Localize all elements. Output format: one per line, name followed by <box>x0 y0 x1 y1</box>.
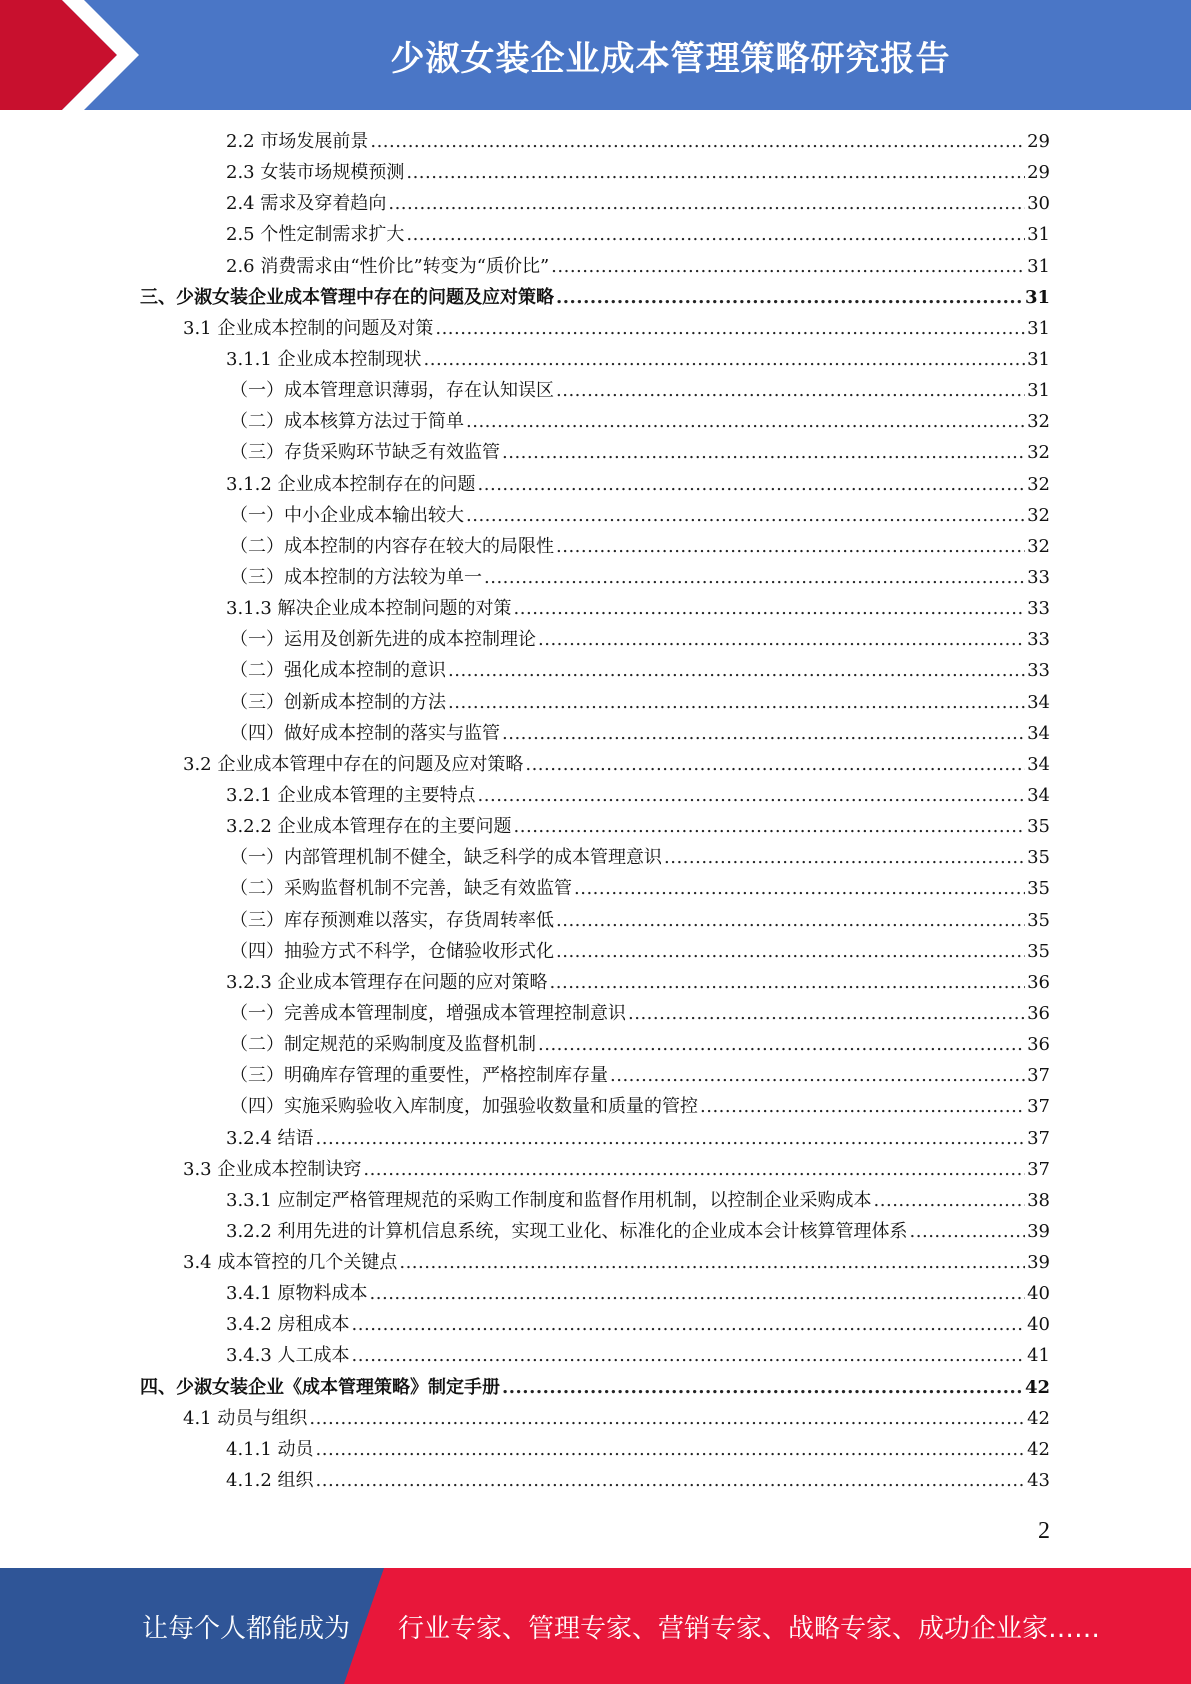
toc-dot-leader <box>478 469 1026 500</box>
toc-dot-leader <box>370 126 1025 157</box>
toc-entry-page: 33 <box>1027 660 1050 682</box>
toc-entry[interactable] <box>140 500 1050 531</box>
toc-dot-leader <box>556 936 1025 967</box>
toc-entry[interactable] <box>140 998 1050 1029</box>
toc-dot-leader <box>309 1403 1025 1434</box>
toc-entry-page: 31 <box>1027 348 1050 370</box>
toc-dot-leader <box>424 344 1026 375</box>
toc-dot-leader <box>538 624 1025 655</box>
toc-dot-leader <box>700 1091 1025 1122</box>
toc-entry-title: 3.4.3 人工成本 <box>226 1345 350 1367</box>
toc-entry[interactable] <box>140 406 1050 437</box>
toc-entry[interactable] <box>140 780 1050 811</box>
toc-entry-page: 42 <box>1027 1438 1050 1460</box>
toc-entry-title: 3.2.1 企业成本管理的主要特点 <box>226 784 476 806</box>
toc-dot-leader <box>556 905 1025 936</box>
toc-dot-leader <box>610 1060 1025 1091</box>
toc-entry-page: 29 <box>1027 131 1050 152</box>
page-footer <box>0 1568 1191 1684</box>
toc-entry-title: （三）存货采购环节缺乏有效监管 <box>230 442 500 464</box>
toc-entry-page: 31 <box>1027 224 1050 246</box>
toc-entry-page: 42 <box>1024 1376 1050 1398</box>
toc-dot-leader <box>550 967 1026 998</box>
toc-entry-page: 30 <box>1027 193 1050 215</box>
toc-entry-page: 41 <box>1027 1345 1050 1367</box>
toc-entry[interactable] <box>140 811 1050 842</box>
toc-dot-leader <box>502 1372 1023 1403</box>
toc-entry-page: 32 <box>1027 504 1050 526</box>
page-number: 2 <box>1038 1518 1050 1544</box>
table-of-contents <box>140 126 1050 1496</box>
toc-entry[interactable] <box>140 1434 1050 1465</box>
toc-dot-leader <box>556 375 1025 406</box>
toc-entry[interactable] <box>140 188 1050 219</box>
toc-entry-title: （一）内部管理机制不健全，缺乏科学的成本管理意识 <box>230 847 662 869</box>
toc-entry-title: （二）制定规范的采购制度及监督机制 <box>230 1034 536 1056</box>
toc-entry[interactable] <box>140 967 1050 998</box>
toc-entry-title: （三）成本控制的方法较为单一 <box>230 566 482 588</box>
toc-dot-leader <box>910 1216 1026 1247</box>
toc-entry-title: 3.1 企业成本控制的问题及对策 <box>183 317 434 339</box>
toc-entry-page: 31 <box>1024 286 1050 308</box>
toc-dot-leader <box>448 655 1025 686</box>
toc-entry-page: 31 <box>1027 317 1050 339</box>
toc-entry-title: 3.3.1 应制定严格管理规范的采购工作制度和监督作用机制，以控制企业采购成本 <box>226 1189 872 1211</box>
toc-entry[interactable] <box>140 1247 1050 1278</box>
toc-entry-page: 31 <box>1027 255 1050 277</box>
toc-dot-leader <box>399 1247 1025 1278</box>
toc-entry[interactable] <box>140 1216 1050 1247</box>
toc-entry-page: 35 <box>1027 909 1050 931</box>
toc-entry[interactable] <box>140 1278 1050 1309</box>
toc-entry-title: （三）创新成本控制的方法 <box>230 691 446 713</box>
toc-entry-title: 2.4 需求及穿着趋向 <box>226 193 387 215</box>
toc-entry-page: 33 <box>1027 629 1050 651</box>
toc-entry-title: （一）成本管理意识薄弱，存在认知误区 <box>230 380 554 402</box>
toc-entry-page: 29 <box>1027 162 1050 184</box>
toc-entry-page: 35 <box>1027 940 1050 962</box>
toc-entry-title: 3.4.2 房租成本 <box>226 1314 350 1336</box>
toc-entry-page: 43 <box>1027 1470 1050 1492</box>
toc-entry[interactable] <box>140 842 1050 873</box>
toc-entry-page: 36 <box>1027 971 1050 993</box>
toc-entry-title: （二）强化成本控制的意识 <box>230 660 446 682</box>
toc-entry-title: 4.1.2 组织 <box>226 1470 314 1492</box>
toc-entry-title: 3.2 企业成本管理中存在的问题及应对策略 <box>183 753 524 775</box>
toc-entry-page: 37 <box>1027 1096 1050 1118</box>
toc-entry[interactable] <box>140 624 1050 655</box>
toc-dot-leader <box>874 1185 1026 1216</box>
toc-entry-page: 37 <box>1027 1127 1050 1149</box>
toc-entry[interactable] <box>140 375 1050 406</box>
toc-entry-title: 2.5 个性定制需求扩大 <box>226 224 405 246</box>
header-arrow-decoration <box>0 0 150 110</box>
toc-entry-title: 3.2.4 结语 <box>226 1127 314 1149</box>
toc-dot-leader <box>448 687 1025 718</box>
toc-entry-title: 3.2.2 利用先进的计算机信息系统，实现工业化、标准化的企业成本会计核算管理体系 <box>226 1220 908 1242</box>
toc-entry-page: 37 <box>1027 1158 1050 1180</box>
toc-entry-page: 33 <box>1027 566 1050 588</box>
toc-entry-page: 37 <box>1027 1065 1050 1087</box>
toc-entry-title: （二）成本控制的内容存在较大的局限性 <box>230 535 554 557</box>
toc-entry-page: 39 <box>1027 1252 1050 1274</box>
toc-dot-leader <box>466 500 1025 531</box>
toc-dot-leader <box>363 1154 1025 1185</box>
toc-entry[interactable] <box>140 251 1050 282</box>
toc-entry-title: 3.3 企业成本控制诀窍 <box>183 1158 362 1180</box>
toc-entry-title: （四）实施采购验收入库制度，加强验收数量和质量的管控 <box>230 1096 698 1118</box>
toc-entry-page: 40 <box>1027 1283 1050 1305</box>
toc-entry-page: 35 <box>1027 847 1050 869</box>
toc-dot-leader <box>352 1340 1026 1371</box>
toc-entry[interactable] <box>140 1465 1050 1496</box>
toc-entry-title: （一）完善成本管理制度，增强成本管理控制意识 <box>230 1002 626 1024</box>
toc-dot-leader <box>484 562 1025 593</box>
toc-entry-title: 三、少淑女装企业成本管理中存在的问题及应对策略 <box>140 286 554 308</box>
toc-entry-page: 34 <box>1027 784 1050 806</box>
report-title: 少淑女装企业成本管理策略研究报告 <box>390 38 951 79</box>
toc-entry[interactable] <box>140 282 1050 313</box>
toc-entry-title: 3.2.3 企业成本管理存在问题的应对策略 <box>226 971 548 993</box>
toc-entry-page: 35 <box>1027 816 1050 838</box>
toc-entry-page: 35 <box>1027 878 1050 900</box>
toc-entry-page: 40 <box>1027 1314 1050 1336</box>
toc-entry-page: 32 <box>1027 442 1050 464</box>
toc-dot-leader <box>370 1278 1026 1309</box>
toc-entry-title: 3.1.2 企业成本控制存在的问题 <box>226 473 476 495</box>
toc-entry-title: 2.2 市场发展前景 <box>226 131 369 152</box>
footer-slogan-right: 行业专家、管理专家、营销专家、战略专家、成功企业家…… <box>398 1613 1101 1644</box>
toc-entry[interactable] <box>140 873 1050 904</box>
toc-entry[interactable] <box>140 1340 1050 1371</box>
toc-entry-page: 38 <box>1027 1189 1050 1211</box>
toc-entry[interactable] <box>140 936 1050 967</box>
toc-entry-title: 4.1.1 动员 <box>226 1438 314 1460</box>
toc-dot-leader <box>435 313 1025 344</box>
toc-entry[interactable] <box>140 1060 1050 1091</box>
toc-entry-page: 34 <box>1027 722 1050 744</box>
toc-entry-page: 36 <box>1027 1002 1050 1024</box>
toc-entry[interactable] <box>140 562 1050 593</box>
toc-entry[interactable] <box>140 1185 1050 1216</box>
toc-entry[interactable] <box>140 219 1050 250</box>
toc-dot-leader <box>574 873 1025 904</box>
toc-dot-leader <box>478 780 1026 811</box>
toc-dot-leader <box>556 531 1025 562</box>
toc-entry-title: 四、少淑女装企业《成本管理策略》制定手册 <box>140 1376 500 1398</box>
toc-entry-title: （一）中小企业成本输出较大 <box>230 504 464 526</box>
toc-entry[interactable] <box>140 126 1050 157</box>
toc-entry-page: 39 <box>1027 1220 1050 1242</box>
toc-entry-title: 2.3 女装市场规模预测 <box>226 162 405 184</box>
toc-dot-leader <box>406 157 1025 188</box>
toc-dot-leader <box>316 1465 1026 1496</box>
toc-dot-leader <box>316 1434 1026 1465</box>
toc-dot-leader <box>352 1309 1026 1340</box>
toc-entry-title: （二）成本核算方法过于简单 <box>230 411 464 433</box>
toc-entry-title: 2.6 消费需求由“性价比”转变为“质价比” <box>226 255 550 277</box>
toc-entry-page: 36 <box>1027 1034 1050 1056</box>
toc-entry[interactable] <box>140 749 1050 780</box>
toc-entry[interactable] <box>140 593 1050 624</box>
toc-dot-leader <box>664 842 1025 873</box>
toc-entry[interactable] <box>140 157 1050 188</box>
footer-slogan-left: 让每个人都能成为 <box>142 1613 351 1644</box>
toc-entry-page: 32 <box>1027 535 1050 557</box>
toc-entry[interactable] <box>140 718 1050 749</box>
toc-entry[interactable] <box>140 1403 1050 1434</box>
toc-entry-page: 32 <box>1027 411 1050 433</box>
toc-dot-leader <box>502 437 1025 468</box>
toc-entry-title: （三）明确库存管理的重要性，严格控制库存量 <box>230 1065 608 1087</box>
toc-entry-page: 42 <box>1027 1407 1050 1429</box>
toc-dot-leader <box>628 998 1025 1029</box>
toc-dot-leader <box>538 1029 1025 1060</box>
toc-dot-leader <box>556 282 1023 313</box>
toc-entry[interactable] <box>140 437 1050 468</box>
toc-entry-title: （四）做好成本控制的落实与监管 <box>230 722 500 744</box>
toc-entry-page: 34 <box>1027 753 1050 775</box>
toc-entry-title: 3.4.1 原物料成本 <box>226 1283 368 1305</box>
toc-dot-leader <box>388 188 1025 219</box>
toc-entry[interactable] <box>140 687 1050 718</box>
toc-entry[interactable] <box>140 655 1050 686</box>
toc-entry-title: （一）运用及创新先进的成本控制理论 <box>230 629 536 651</box>
toc-entry-page: 33 <box>1027 598 1050 620</box>
toc-dot-leader <box>406 219 1025 250</box>
toc-entry-title: 3.1.3 解决企业成本控制问题的对策 <box>226 598 512 620</box>
toc-dot-leader <box>514 593 1026 624</box>
toc-dot-leader <box>525 749 1025 780</box>
toc-entry-page: 31 <box>1027 380 1050 402</box>
toc-entry-page: 34 <box>1027 691 1050 713</box>
toc-dot-leader <box>551 251 1025 282</box>
toc-entry[interactable] <box>140 1309 1050 1340</box>
toc-dot-leader <box>466 406 1025 437</box>
toc-entry-title: （二）采购监督机制不完善，缺乏有效监管 <box>230 878 572 900</box>
toc-entry[interactable] <box>140 1372 1050 1403</box>
toc-entry-title: 4.1 动员与组织 <box>183 1407 308 1429</box>
toc-entry-title: （三）库存预测难以落实，存货周转率低 <box>230 909 554 931</box>
toc-entry-title: 3.1.1 企业成本控制现状 <box>226 348 422 370</box>
toc-entry[interactable] <box>140 531 1050 562</box>
page-header <box>0 0 1191 110</box>
toc-entry-title: （四）抽验方式不科学，仓储验收形式化 <box>230 940 554 962</box>
toc-entry[interactable] <box>140 1029 1050 1060</box>
toc-entry[interactable] <box>140 313 1050 344</box>
toc-entry[interactable] <box>140 344 1050 375</box>
toc-entry-title: 3.4 成本管控的几个关键点 <box>183 1252 398 1274</box>
toc-entry-page: 32 <box>1027 473 1050 495</box>
toc-dot-leader <box>316 1123 1026 1154</box>
toc-entry[interactable] <box>140 1091 1050 1122</box>
toc-entry-title: 3.2.2 企业成本管理存在的主要问题 <box>226 816 512 838</box>
toc-entry[interactable] <box>140 1123 1050 1154</box>
toc-entry[interactable] <box>140 1154 1050 1185</box>
toc-dot-leader <box>502 718 1025 749</box>
toc-entry[interactable] <box>140 905 1050 936</box>
toc-dot-leader <box>514 811 1026 842</box>
toc-entry[interactable] <box>140 469 1050 500</box>
